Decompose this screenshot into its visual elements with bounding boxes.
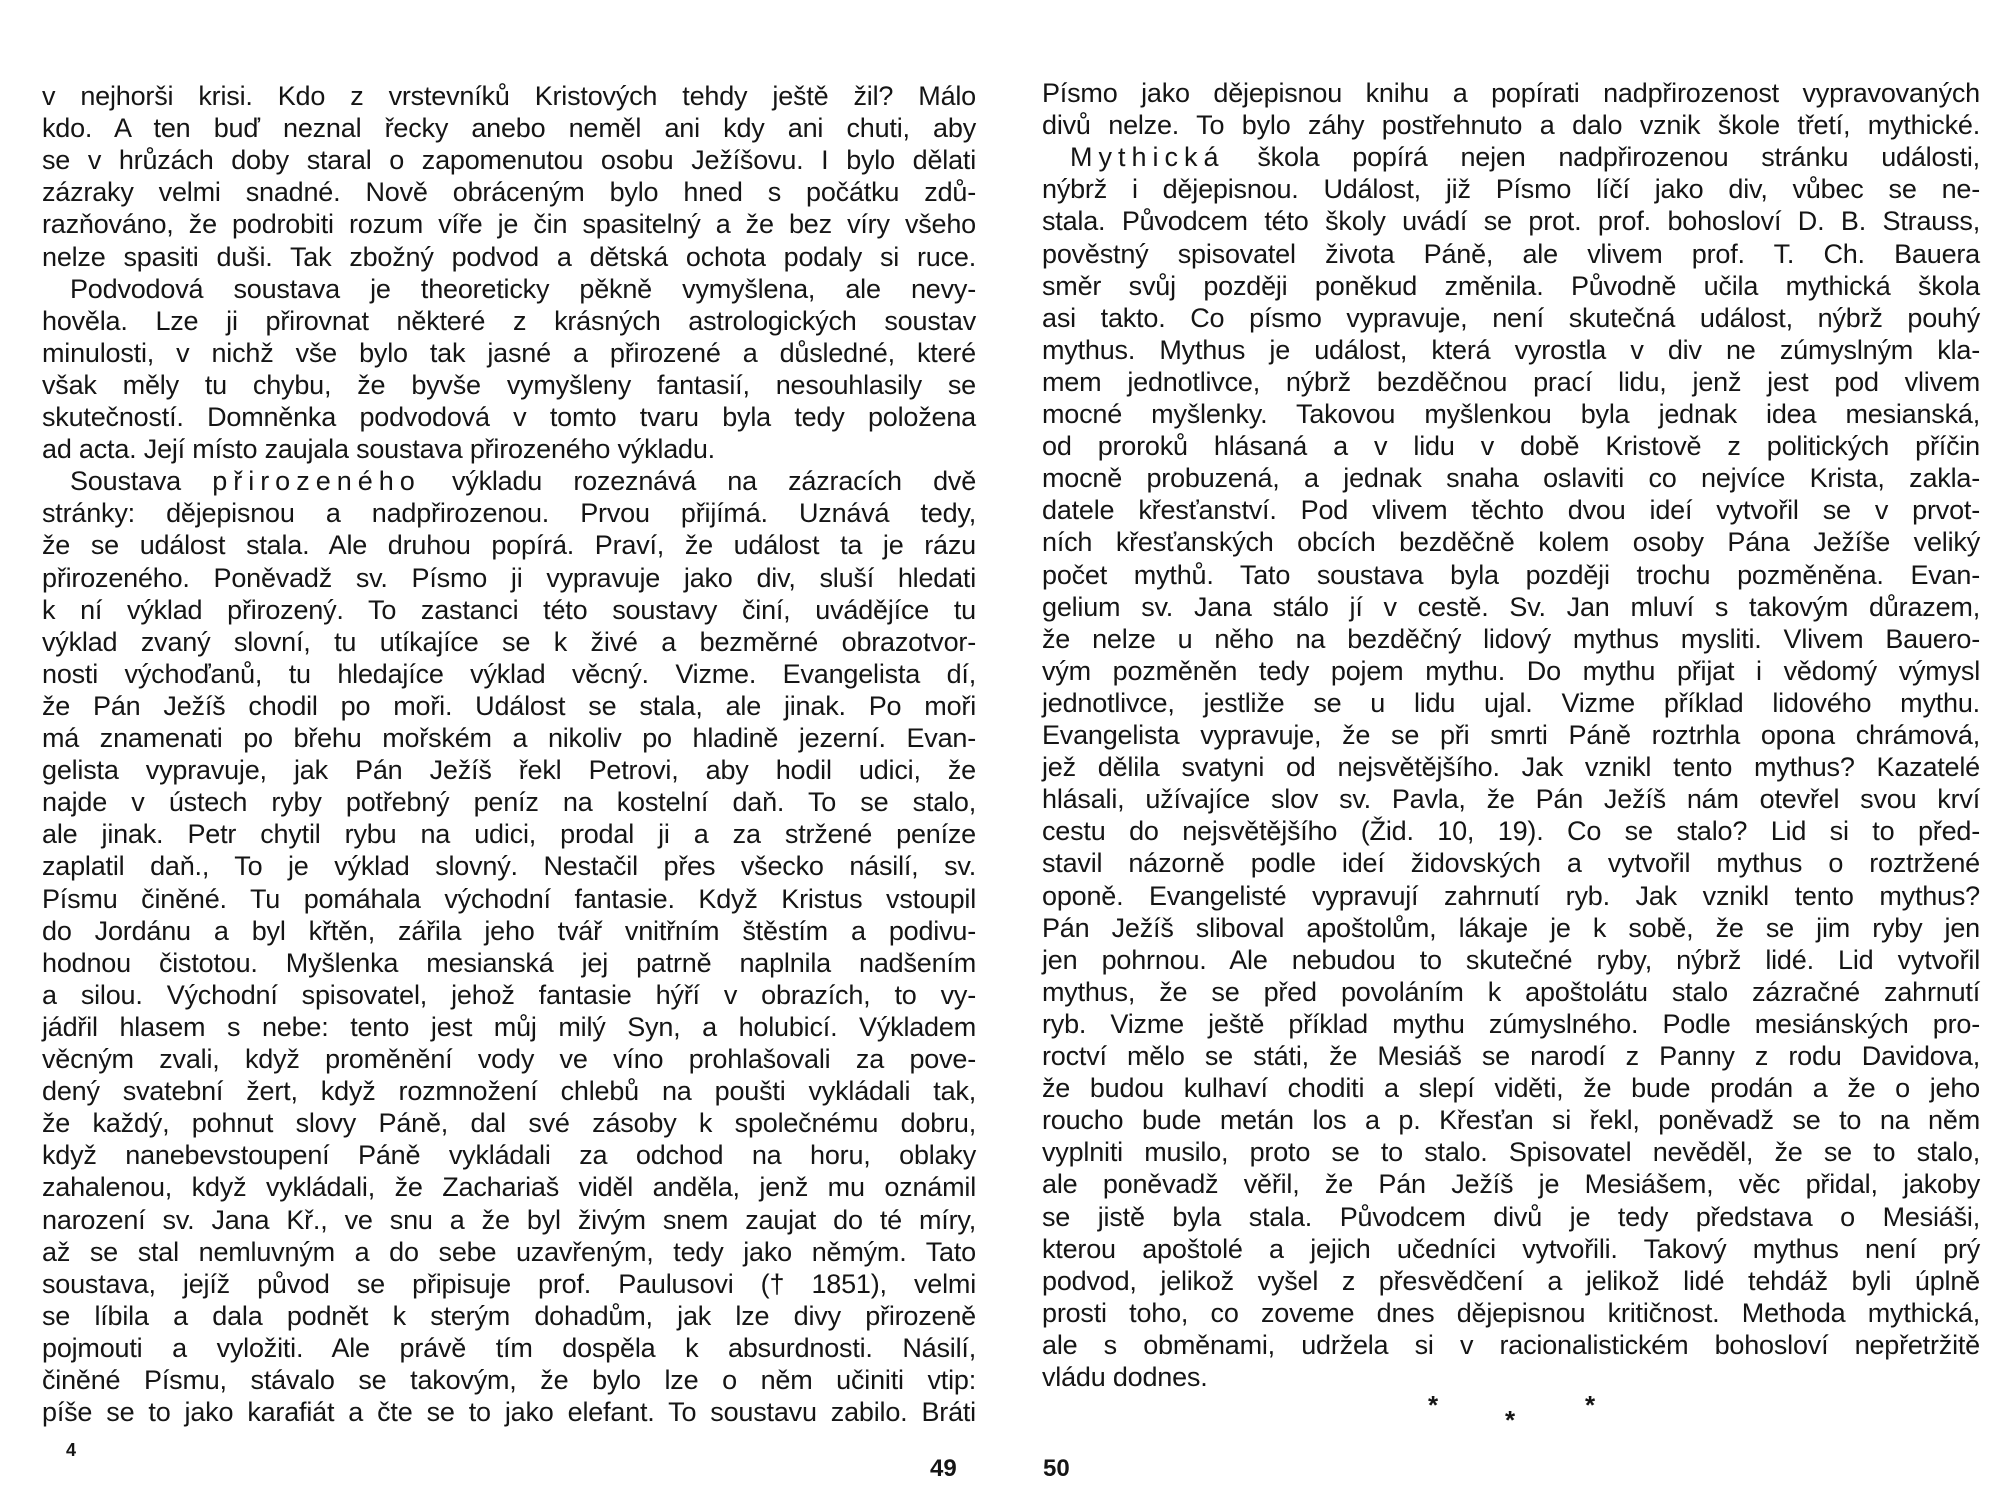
text-line: soustava, jejíž původ se připisuje prof. Paulusovi († 1851), velmi [42, 1268, 976, 1299]
section-break-star: * [1505, 1405, 1516, 1435]
text-line: činěné Písmu, stávalo se takovým, že bylo lze o něm učiniti vtip: [42, 1365, 976, 1395]
text-line: že nelze u něho na bezděčný lidový mythus mysliti. Vlivem Bauero- [1042, 623, 1980, 654]
text-line: roucho bude metán los a p. Křesťan si řekl, poněvadž se to na něm [1042, 1105, 1980, 1136]
text-line: gelium sv. Jana stálo jí v cestě. Sv. Jan mluví s takovým důrazem, [1042, 591, 1980, 622]
text-line: má znamenati po břehu mořském a nikoliv po hladině jezerní. Evan- [42, 723, 976, 753]
text-line: ryb. Vizme ještě příklad mythu zúmyslného. Podle mesiánských pro- [1042, 1008, 1980, 1039]
text-line: zaplatil daň., To je výklad slovný. Nestačil přes všecko násilí, sv. [42, 851, 976, 882]
text-line: jež dělila svatyni od nejsvětějšího. Jak vznikl tento mythus? Kazatelé [1042, 752, 1980, 783]
right-page [1003, 0, 2006, 1500]
text-line: až se stal nemluvným a do sebe uzavřeným, tedy jako němým. Tato [42, 1236, 976, 1267]
text-line: roctví mělo se státi, že Mesiáš se narodí z Panny z rodu Davidova, [1042, 1041, 1980, 1071]
text-line: mythus, že se před povoláním k apoštolátu stalo zázračné zahrnutí [1042, 976, 1980, 1007]
text-line: směr svůj později poněkud změnila. Původně učila mythická škola [1042, 270, 1980, 301]
text-line: se jistě byla stala. Původcem divů je tedy představa o Mesiáši, [1042, 1201, 1980, 1232]
text-line: do Jordánu a byl křtěn, zářila jeho tvář vnitřním štěstím a podivu- [42, 915, 976, 946]
text-line: skutečností. Domněnka podvodová v tomto tvaru byla tedy položena [42, 402, 976, 432]
text-line: ale s obměnami, udržela si v racionalistickém bohosloví nepřetržitě [1042, 1329, 1980, 1360]
text-line: a silou. Východní spisovatel, jehož fantasie hýří v obrazích, to vy- [42, 979, 976, 1010]
text-line: dený svatební žert, když rozmnožení chlebů na poušti vykládali tak, [42, 1076, 976, 1107]
text-line: nosti výchoďanů, tu hledajíce výklad věcný. Vizme. Evangelista dí, [42, 658, 976, 689]
page-number: 50 [1043, 1455, 1070, 1482]
text-line: datele křesťanství. Pod vlivem těchto dvou ideí vytvořil se v prvot- [1042, 495, 1980, 526]
emphasized-word: přirozeného [212, 466, 421, 497]
text-line: Mythická škola popírá nejen nadpřirozenou stránku události, [1070, 142, 1980, 173]
text-line: Pán Ježíš sliboval apoštolům, lákaje je k sobě, že se jim ryby jen [1042, 912, 1980, 943]
text-line: ale poněvadž věřil, že Pán Ježíš je Mesiášem, věc přidal, jakoby [1042, 1169, 1980, 1200]
text-line: najde v ústech ryby potřebný peníz na kostelní daň. To se stalo, [42, 787, 976, 818]
text-line: stránky: dějepisnou a nadpřirozenou. Prvou přijímá. Uznává tedy, [42, 498, 976, 529]
text-line: oponě. Evangelisté vypravují zahrnutí ryb. Jak vznikl tento mythus? [1042, 880, 1980, 911]
text-line: hověla. Lze ji přirovnat některé z krásných astrologických soustav [42, 305, 976, 336]
text-line: že každý, pohnut slovy Páně, dal své zásoby k společnému dobru, [42, 1108, 976, 1139]
text-line: ad acta. Její místo zaujala soustava přirozeného výkladu. [42, 434, 715, 465]
text-line: cestu do nejsvětějšího (Žid. 10, 19). Co se stalo? Lid si to před- [1042, 816, 1980, 847]
text-line: ních křesťanských obcích bezděčně kolem osoby Pána Ježíše veliký [1042, 527, 1980, 558]
text-line: věcným zvali, když proměnění vody ve víno prohlašovali za pove- [42, 1044, 976, 1074]
text-line: jádřil hlasem s nebe: tento jest můj milý Syn, a holubicí. Výkladem [42, 1011, 976, 1042]
text-line: kdo. A ten buď neznal řecky anebo neměl ani kdy ani chuti, aby [42, 113, 976, 144]
section-break-star: * [1428, 1390, 1439, 1420]
text-line: nelze spasiti duši. Tak zbožný podvod a dětská ochota podaly si ruce. [42, 241, 976, 272]
text-line: Soustava přirozeného výkladu rozeznává na zázracích dvě [70, 466, 977, 497]
text-line: hlásali, užívajíce slov sv. Pavla, že Pán Ježíš nám otevřel svou krví [1042, 784, 1980, 815]
text-line: razňováno, že podrobiti rozum víře je čin spasitelný a že bez víry všeho [42, 209, 976, 240]
text-line: se v hrůzách doby staral o zapomenutou osobu Ježíšovu. I bylo dělati [42, 145, 976, 176]
text-line: kterou apoštolé a jejich učedníci vytvořili. Takový mythus není prý [1042, 1233, 1980, 1264]
text-line: narození sv. Jana Kř., ve snu a že byl živým snem zaujat do té míry, [42, 1204, 976, 1235]
text-line: jen pohrnou. Ale nebudou to skutečné ryby, nýbrž lidé. Lid vytvořil [1042, 944, 1980, 975]
text-line: se líbila a dala podnět k sterým dohadům, jak lze divy přirozeně [42, 1300, 976, 1331]
text-line: mem jednotlivce, nýbrž bezděčnou prací lidu, jenž jest pod vlivem [1042, 366, 1980, 397]
text-line: zahalenou, když vykládali, že Zachariaš viděl anděla, jenž mu oznámil [42, 1172, 976, 1203]
text-line: gelista vypravuje, jak Pán Ježíš řekl Petrovi, aby hodil udici, že [42, 755, 976, 786]
text-line: podvod, jelikož vyšel z přesvědčení a jelikož lidé tehdáž byli úplně [1042, 1265, 1980, 1296]
text-line: výklad zvaný slovní, tu utíkajíce se k živé a bezměrné obrazotvor- [42, 626, 976, 657]
text-line: mocně probuzená, a jednak snaha oslaviti co nejvíce Krista, zakla- [1042, 463, 1980, 494]
text-line: vým pozměněn tedy pojem mythu. Do mythu přijat i vědomý výmysl [1042, 655, 1980, 686]
text-line: přirozeného. Poněvadž sv. Písmo ji vypravuje jako div, sluší hledati [42, 562, 976, 593]
text-line: od proroků hlásaná a v lidu v době Kristově z politických příčin [1042, 431, 1980, 462]
text-line: Evangelista vypravuje, že se při smrti Páně roztrhla opona chrámová, [1042, 720, 1980, 750]
emphasized-word: Mythická [1070, 142, 1225, 173]
text-line: zázraky velmi snadné. Nově obráceným bylo hned s počátku zdů- [42, 177, 976, 208]
text-line: že Pán Ježíš chodil po moři. Událost se stala, ale jinak. Po moři [42, 690, 976, 721]
text-line: že budou kulhaví choditi a slepí viděti, že bude prodán a že o jeho [1042, 1073, 1980, 1104]
text-line: jednotlivce, jestliže se u lidu ujal. Vizme příklad lidového mythu. [1042, 687, 1980, 718]
text-line: píše se to jako karafiát a čte se to jako elefant. To soustavu zabilo. Bráti [42, 1397, 976, 1428]
text-line: Písmu činěné. Tu pomáhala východní fantasie. Když Kristus vstoupil [42, 883, 976, 914]
text-line: když nanebevstoupení Páně vykládali za odchod na horu, oblaky [42, 1140, 976, 1171]
text-line: prosti toho, co zoveme dnes dějepisnou kritičnost. Methoda mythická, [1042, 1297, 1980, 1328]
text-line: mocné myšlenky. Takovou myšlenkou byla jednak idea mesianská, [1042, 399, 1980, 429]
section-break-star: * [1585, 1390, 1596, 1420]
text-line: asi takto. Co písmo vypravuje, není skutečná událost, nýbrž pouhý [1042, 302, 1980, 333]
text-line: hodnou čistotou. Myšlenka mesianská jej patrně naplnila nadšením [42, 947, 976, 978]
text-line: stavil názorně podle ideí židovských a vytvořil mythus o roztržené [1042, 848, 1980, 879]
text-line: nýbrž i dějepisnou. Událost, již Písmo líčí jako div, vůbec se ne- [1042, 174, 1980, 205]
text-line: stala. Původcem této školy uvádí se prot. prof. bohosloví D. B. Strauss, [1042, 206, 1980, 237]
text-line: ale jinak. Petr chytil rybu na udici, prodal ji a za stržené peníze [42, 819, 976, 850]
text-line: že se událost stala. Ale druhou popírá. Praví, že událost ta je rázu [42, 530, 976, 561]
text-line: mythus. Mythus je událost, která vyrostla v div ne zúmyslným kla- [1042, 334, 1980, 365]
page-number: 49 [930, 1455, 957, 1482]
signature-mark: 4 [66, 1440, 77, 1460]
text-line: vyplniti musilo, proto se to stalo. Spisovatel nevěděl, že se to stalo, [1042, 1137, 1980, 1168]
text-line: pojmouti a vyložiti. Ale právě tím dospěla k absurdnosti. Násilí, [42, 1332, 976, 1363]
text-line: vládu dodnes. [1042, 1362, 1208, 1392]
text-line: v nejhorši krisi. Kdo z vrstevníků Kristových tehdy ještě žil? Málo [42, 81, 976, 111]
text-line: minulosti, v nichž vše bylo tak jasné a přirozené a důsledné, které [42, 337, 976, 368]
text-line: Písmo jako dějepisnou knihu a popírati nadpřirozenost vypravovaných [1042, 78, 1980, 108]
text-line: počet mythů. Tato soustava byla později trochu pozměněna. Evan- [1042, 559, 1980, 590]
text-line: však měly tu chybu, že byvše vymyšleny fantasií, nesouhlasily se [42, 369, 976, 400]
text-line: Podvodová soustava je theoreticky pěkně vymyšlena, ale nevy- [70, 273, 976, 304]
text-line: k ní výklad přirozený. To zastanci této soustavy činí, uvádějíce tu [42, 594, 976, 625]
text-line: pověstný spisovatel života Páně, ale vlivem prof. T. Ch. Bauera [1042, 238, 1980, 269]
text-line: divů nelze. To bylo záhy postřehnuto a dalo vznik škole třetí, mythické. [1042, 110, 1980, 141]
